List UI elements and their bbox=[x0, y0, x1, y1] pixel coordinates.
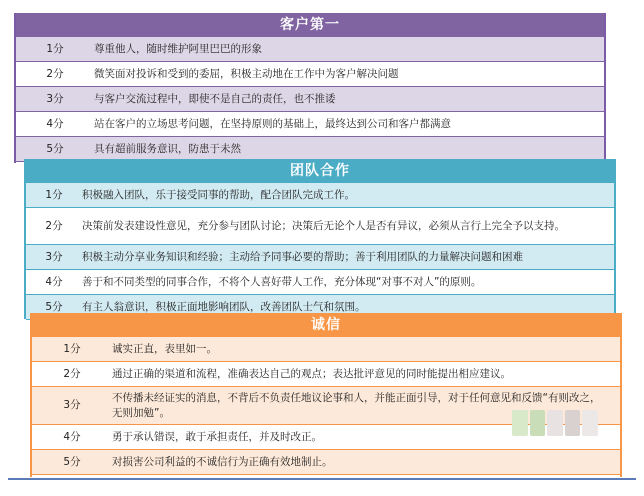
table-row bbox=[16, 87, 604, 112]
score-label: 4分 bbox=[45, 275, 63, 288]
table-row bbox=[16, 37, 604, 62]
score-label: 2分 bbox=[46, 67, 64, 80]
score-label: 3分 bbox=[45, 250, 63, 263]
integrity-card bbox=[30, 313, 622, 477]
table-row bbox=[32, 337, 620, 362]
table-row bbox=[26, 183, 614, 208]
table-row bbox=[26, 245, 614, 270]
behavior-text: 与客户交流过程中，即使不是自己的责任，也不推诿 bbox=[94, 92, 336, 105]
table-row bbox=[26, 208, 614, 245]
customer-first-title: 客户第一 bbox=[16, 13, 604, 37]
score-label: 5分 bbox=[63, 455, 81, 468]
table-row bbox=[32, 362, 620, 387]
teamwork-title: 团队合作 bbox=[26, 159, 614, 183]
behavior-text: 通过正确的渠道和流程，准确表达自己的观点；表达批评意见的同时能提出相应建议。 bbox=[112, 367, 511, 380]
score-label: 3分 bbox=[63, 399, 81, 411]
behavior-text: 不传播未经证实的消息，不背后不负责任地议论事和人，并能正面引导，对于任何意见和反馈“有则改之，无则加勉”。 bbox=[112, 391, 601, 419]
score-label: 1分 bbox=[45, 188, 63, 201]
score-label: 5分 bbox=[46, 142, 64, 155]
behavior-text: 对损害公司利益的不诚信行为正确有效地制止。 bbox=[112, 455, 333, 468]
score-label: 5分 bbox=[45, 300, 63, 313]
behavior-text: 具有超前服务意识，防患于未然 bbox=[94, 142, 241, 155]
behavior-text: 站在客户的立场思考问题，在坚持原则的基础上，最终达到公司和客户都满意 bbox=[94, 117, 451, 130]
behavior-text: 积极主动分享业务知识和经验；主动给予同事必要的帮助；善于利用团队的力量解决问题和困难 bbox=[82, 250, 523, 263]
score-label: 4分 bbox=[46, 117, 64, 130]
table-row bbox=[16, 112, 604, 137]
table-row bbox=[26, 270, 614, 295]
score-label: 2分 bbox=[63, 367, 81, 380]
behavior-text: 有主人翁意识，积极正面地影响团队，改善团队士气和氛围。 bbox=[82, 300, 366, 313]
behavior-text: 诚实正直，表里如一。 bbox=[112, 342, 217, 355]
behavior-text: 决策前发表建设性意见，充分参与团队讨论；决策后无论个人是否有异议，必须从言行上完全予以支持。 bbox=[82, 219, 565, 232]
table-row bbox=[16, 62, 604, 87]
score-label: 2分 bbox=[45, 219, 63, 232]
customer-first-card bbox=[14, 13, 606, 163]
integrity-title: 诚信 bbox=[32, 313, 620, 337]
behavior-text: 微笑面对投诉和受到的委屈，积极主动地在工作中为客户解决问题 bbox=[94, 67, 399, 80]
teamwork-card bbox=[24, 159, 616, 319]
behavior-text: 尊重他人，随时维护阿里巴巴的形象 bbox=[94, 42, 262, 55]
behavior-text: 勇于承认错误，敢于承担责任，并及时改正。 bbox=[112, 430, 322, 443]
table-row bbox=[32, 450, 620, 475]
score-label: 1分 bbox=[63, 342, 81, 355]
score-label: 3分 bbox=[46, 92, 64, 105]
score-label: 1分 bbox=[46, 42, 64, 55]
blurred-watermark bbox=[512, 410, 598, 436]
behavior-text: 善于和不同类型的同事合作，不将个人喜好带人工作，充分体现“对事不对人”的原则。 bbox=[82, 275, 482, 288]
score-label: 4分 bbox=[63, 430, 81, 443]
behavior-text: 积极融入团队，乐于接受同事的帮助，配合团队完成工作。 bbox=[82, 188, 355, 201]
bottom-divider bbox=[8, 478, 636, 480]
